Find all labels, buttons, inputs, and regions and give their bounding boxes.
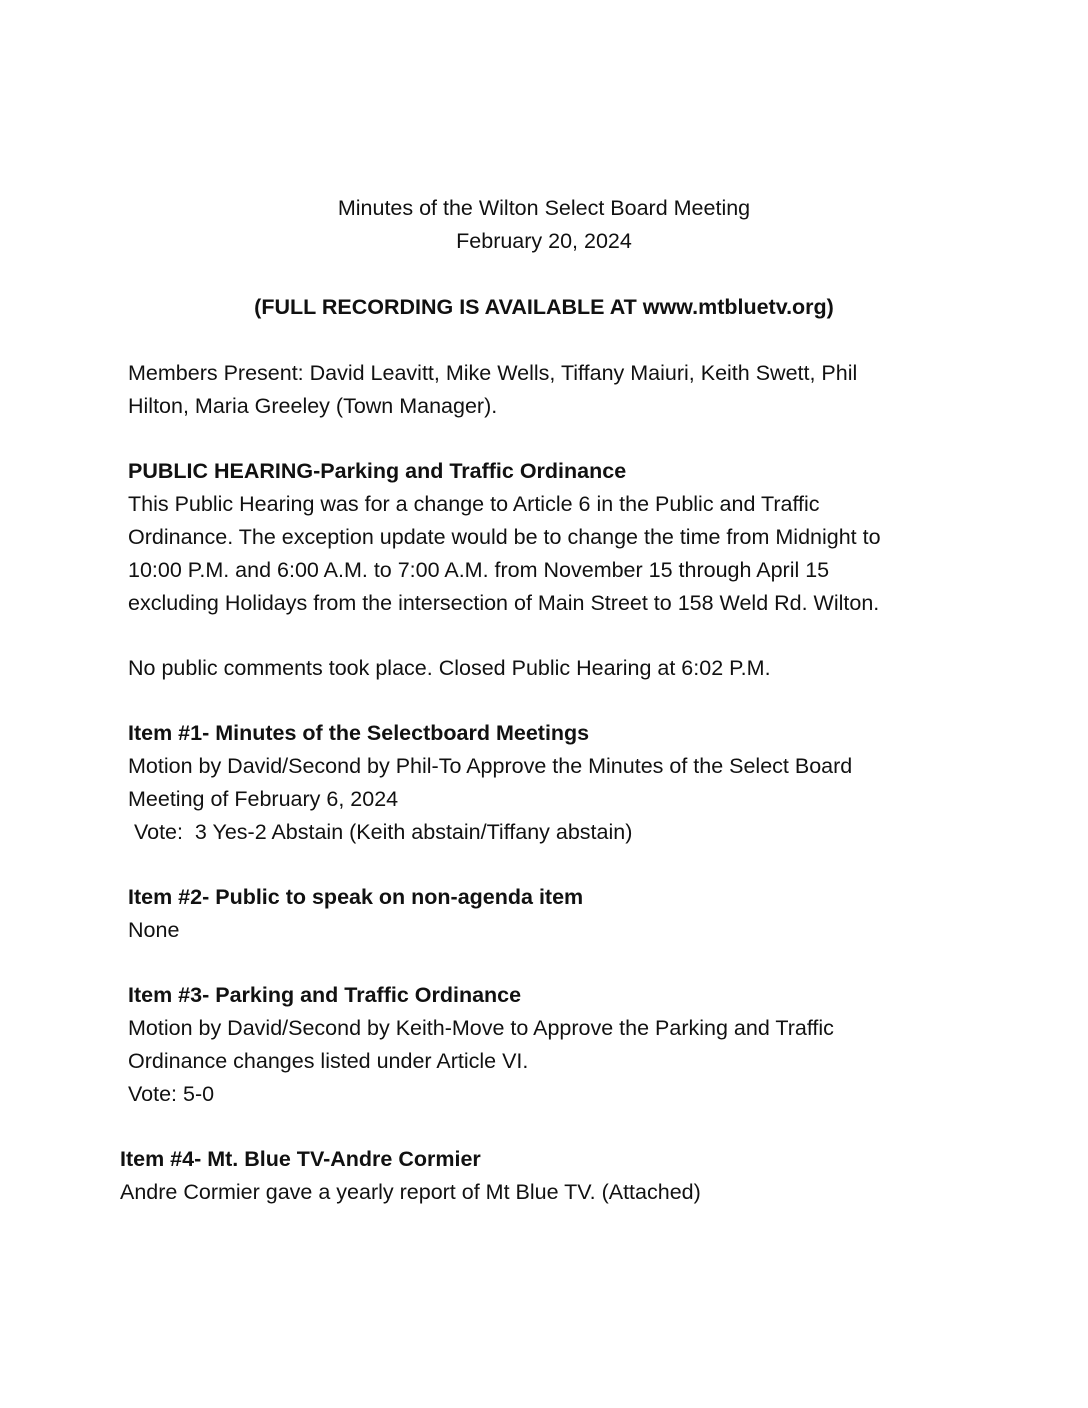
item-2-line: None [128, 918, 180, 942]
members-present-line-1: Members Present: David Leavitt, Mike Wells, Tiffany Maiuri, Keith Swett, Phil [128, 361, 858, 385]
item-4-line: Andre Cormier gave a yearly report of Mt Blue TV. (Attached) [120, 1180, 701, 1204]
item-3-line: Motion by David/Second by Keith-Move to Approve the Parking and Traffic [128, 1016, 834, 1040]
public-hearing-line: 10:00 P.M. and 6:00 A.M. to 7:00 A.M. from November 15 through April 15 [128, 558, 830, 582]
item-3-line: Ordinance changes listed under Article VI. [128, 1049, 529, 1073]
public-hearing-heading: PUBLIC HEARING-Parking and Traffic Ordinance [128, 459, 627, 483]
item-3-vote: Vote: 5-0 [128, 1082, 215, 1106]
document-title: Minutes of the Wilton Select Board Meeting [337, 196, 751, 220]
item-4-heading: Item #4- Mt. Blue TV-Andre Cormier [120, 1147, 481, 1171]
public-hearing-line: This Public Hearing was for a change to Article 6 in the Public and Traffic [128, 492, 820, 516]
public-hearing-line: excluding Holidays from the intersection of Main Street to 158 Weld Rd. Wilton. [128, 591, 880, 615]
recording-note: (FULL RECORDING IS AVAILABLE AT www.mtbluetv.org) [254, 295, 834, 319]
meeting-date: February 20, 2024 [456, 229, 632, 253]
item-2-heading: Item #2- Public to speak on non-agenda item [128, 885, 584, 909]
item-1-line: Motion by David/Second by Phil-To Approve the Minutes of the Select Board [128, 754, 853, 778]
public-hearing-closing: No public comments took place. Closed Public Hearing at 6:02 P.M. [128, 656, 771, 680]
item-1-heading: Item #1- Minutes of the Selectboard Meetings [128, 721, 590, 745]
item-3-heading: Item #3- Parking and Traffic Ordinance [128, 983, 522, 1007]
item-1-vote: Vote: 3 Yes-2 Abstain (Keith abstain/Tiffany abstain) [128, 820, 633, 844]
public-hearing-line: Ordinance. The exception update would be to change the time from Midnight to [128, 525, 881, 549]
members-present-line-2: Hilton, Maria Greeley (Town Manager). [128, 394, 498, 418]
item-1-line: Meeting of February 6, 2024 [128, 787, 399, 811]
